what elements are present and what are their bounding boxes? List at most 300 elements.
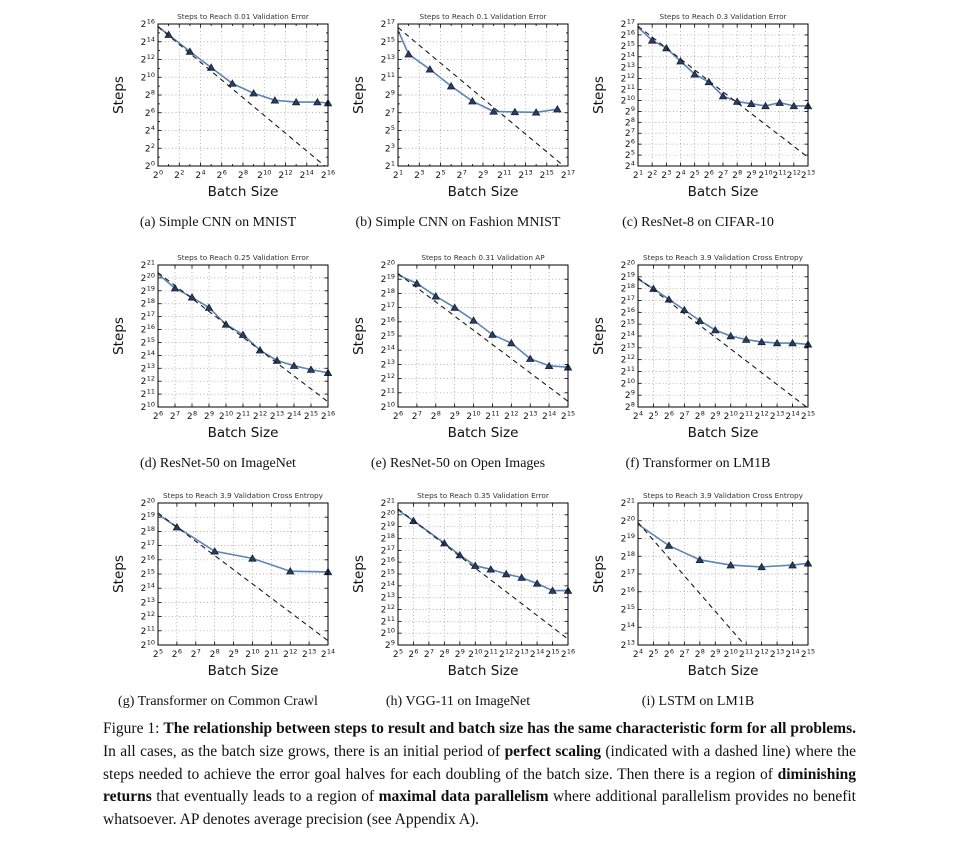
grid-lines [398,24,568,166]
y-tick-label: $2^{12}$ [140,610,155,623]
y-tick-label: $2^{14}$ [140,35,155,48]
data-markers [649,37,812,109]
chart-simple-cnn-mnist [98,6,338,204]
y-tick-label: $2^{19}$ [140,284,155,297]
x-tick-labels [153,410,335,423]
data-markers [410,517,572,593]
y-tick-label: $2^{18}$ [140,297,155,310]
y-tick-label: $2^{13}$ [620,638,635,651]
subplot-c-caption: (c) ResNet-8 on CIFAR-10 [622,215,774,230]
x-tick-label: $2^{14}$ [785,409,800,422]
x-tick-label: $2^3$ [414,168,425,181]
chart-title: Steps to Reach 0.3 Validation Error [659,12,787,21]
x-tick-label: $2^5$ [648,647,659,660]
chart-title: Steps to Reach 3.9 Validation Cross Entropy [643,253,803,262]
chart-resnet8-cifar10 [578,6,818,204]
y-tick-label: $2^{17}$ [380,543,395,557]
x-tick-label: $2^5$ [689,168,700,181]
y-axis-label: Steps [591,76,607,114]
subplot-d-caption: (d) ResNet-50 on ImageNet [140,456,296,471]
x-axis-label: Batch Size [447,184,519,200]
y-tick-label: $2^{19}$ [380,520,395,533]
y-tick-label: $2^{11}$ [140,387,155,401]
x-tick-label: $2^8$ [694,409,705,422]
x-axis-label: Batch Size [687,184,759,200]
y-tick-label: $2^{11}$ [380,386,395,399]
y-tick-label: $2^8$ [144,88,155,101]
y-tick-label: $2^{15}$ [380,567,395,580]
chart-resnet50-open-images [338,247,578,445]
subplot-d-resnet50-imagenet [98,247,338,485]
steps-curve [398,275,568,367]
x-tick-label: $2^{11}$ [739,409,754,422]
x-tick-label: $2^{16}$ [560,647,576,660]
x-axis-label: Batch Size [207,663,279,679]
y-tick-label: $2^{12}$ [620,72,635,85]
x-tick-label: $2^{10}$ [758,168,773,181]
x-tick-label: $2^1$ [392,168,404,181]
y-tick-label: $2^{18}$ [620,282,635,295]
y-tick-label: $2^7$ [624,126,635,140]
y-axis-label: Steps [111,76,127,114]
x-tick-label: $2^{11}$ [235,409,251,422]
x-tick-label: $2^7$ [423,647,434,660]
x-tick-label: $2^7$ [169,409,181,422]
caption-text: (indicated with a dashed line) where the steps needed to achieve the error goal halves for each doubling of the batch size. Then there is a region of [103,742,857,783]
y-tick-label: $2^{18}$ [380,532,395,545]
x-tick-label: $2^{12}$ [754,647,769,660]
caption-bold-text: The relationship between steps to result and batch size has the same characteristic form for all problems. [163,720,856,737]
subplot-a-caption: (a) Simple CNN on MNIST [139,215,297,230]
x-axis-label: Batch Size [447,425,519,441]
x-tick-labels [633,169,815,182]
y-tick-label: $2^{14}$ [380,579,395,592]
x-tick-label: $2^3$ [661,168,672,181]
x-tick-label: $2^{10}$ [466,409,481,422]
y-tick-label: $2^1$ [384,159,395,172]
x-tick-label: $2^{11}$ [264,647,279,660]
perfect-scaling-line [398,274,568,402]
y-tick-label: $2^{10}$ [380,626,395,640]
x-tick-label: $2^{12}$ [283,647,298,660]
x-tick-label: $2^{12}$ [252,409,268,422]
x-tick-labels [153,169,335,182]
x-axis-label: Batch Size [207,184,279,200]
y-tick-label: $2^{11}$ [620,365,635,378]
y-tick-label: $2^{16}$ [620,28,635,41]
x-tick-label: $2^{13}$ [523,409,538,422]
x-tick-label: $2^{14}$ [320,647,336,660]
caption-text: where additional parallelism provides no benefit whatsoever. AP denotes average precision (see Appendix A). [103,788,856,829]
x-tick-label: $2^{15}$ [800,409,816,422]
y-tick-label: $2^{10}$ [620,93,635,107]
y-tick-label: $2^{20}$ [620,258,635,271]
subplot-e-resnet50-open-images [338,247,578,485]
chart-transformer-common-crawl [98,485,338,683]
subplot-i-caption: (i) LSTM on LM1B [641,694,755,709]
y-tick-label: $2^{17}$ [140,310,155,323]
x-tick-label: $2^4$ [675,168,686,181]
y-tick-label: $2^{13}$ [620,341,635,354]
x-tick-label: $2^6$ [663,409,674,422]
y-tick-label: $2^{20}$ [620,514,635,527]
y-tick-label: $2^{17}$ [380,301,395,314]
y-axis-label: Steps [111,555,127,593]
x-axis-label: Batch Size [687,663,759,679]
x-tick-label: $2^{14}$ [541,409,557,422]
y-tick-label: $2^{15}$ [140,335,155,349]
y-tick-label: $2^3$ [384,141,395,155]
y-tick-label: $2^{14}$ [620,329,635,342]
y-tick-label: $2^{12}$ [380,603,395,616]
y-tick-label: $2^{11}$ [380,70,395,84]
caption-text: In all cases, as the batch size grows, there is an initial period of [103,742,505,760]
y-tick-label: $2^{21}$ [380,496,395,509]
caption-text: that eventually leads to a region of [151,788,379,806]
y-tick-label: $2^6$ [144,106,155,119]
x-axis-label: Batch Size [687,425,759,441]
subplot-f-transformer-lm1b [578,247,818,485]
subplot-g-caption: (g) Transformer on Common Crawl [118,694,318,709]
y-axis-label: Steps [591,555,607,593]
y-tick-label: $2^{10}$ [380,400,395,413]
chart-title: Steps to Reach 3.9 Validation Cross Entropy [163,491,323,500]
x-tick-labels [633,648,815,661]
x-tick-label: $2^5$ [648,409,659,422]
grid-lines [158,24,328,166]
x-tick-label: $2^6$ [663,647,674,660]
x-tick-labels [393,648,575,661]
y-tick-label: $2^{11}$ [140,624,155,637]
x-tick-label: $2^{15}$ [539,168,554,181]
grid-lines [398,265,568,407]
x-tick-label: $2^4$ [195,168,206,181]
y-tick-label: $2^{17}$ [140,539,155,552]
y-tick-label: $2^{19}$ [620,532,635,545]
x-tick-label: $2^{10}$ [468,647,483,660]
data-markers [650,285,812,347]
caption-bold-text: maximal data parallelism [378,788,549,806]
x-tick-label: $2^9$ [454,647,465,660]
chart-simple-cnn-fashion-mnist [338,6,578,204]
x-tick-label: $2^6$ [703,168,714,181]
x-tick-label: $2^{12}$ [504,409,519,422]
figure-caption [103,718,856,832]
x-tick-label: $2^{14}$ [785,647,800,660]
x-tick-label: $2^7$ [456,168,467,181]
x-tick-label: $2^{10}$ [257,168,272,181]
y-tick-label: $2^{16}$ [380,315,395,328]
y-tick-label: $2^{10}$ [140,638,155,651]
x-tick-label: $2^8$ [732,168,743,181]
x-tick-label: $2^{11}$ [497,168,512,181]
y-tick-labels [141,259,155,414]
subplot-e-caption: (e) ResNet-50 on Open Images [370,456,546,471]
steps-curve [398,30,557,112]
x-tick-label: $2^{13}$ [769,409,785,422]
y-tick-label: $2^{17}$ [620,17,635,30]
x-tick-label: $2^5$ [392,647,404,660]
y-tick-label: $2^7$ [384,106,395,119]
x-tick-label: $2^{14}$ [299,168,314,181]
y-tick-label: $2^{13}$ [140,595,155,609]
chart-title: Steps to Reach 0.31 Validation AP [421,253,545,262]
y-tick-label: $2^9$ [384,88,395,101]
figure-grid [98,6,818,715]
x-tick-label: $2^{12}$ [754,409,769,422]
y-tick-label: $2^{14}$ [140,581,155,595]
y-tick-label: $2^{15}$ [620,317,635,331]
y-tick-labels [381,497,395,652]
x-tick-label: $2^{15}$ [800,647,816,660]
caption-bold-text: diminishing returns [103,765,856,806]
y-tick-label: $2^5$ [384,124,395,137]
y-tick-label: $2^{20}$ [140,496,155,509]
y-tick-label: $2^{10}$ [140,70,155,84]
y-tick-labels [381,18,395,173]
grid-lines [638,265,808,407]
y-tick-label: $2^{19}$ [380,272,395,286]
x-tick-label: $2^6$ [216,168,227,181]
x-tick-label: $2^{13}$ [269,409,285,422]
y-axis-label: Steps [111,317,127,355]
y-axis-label: Steps [351,317,367,355]
y-tick-label: $2^9$ [384,638,395,651]
steps-curve [158,274,328,373]
y-tick-labels [621,18,635,173]
y-tick-label: $2^0$ [144,159,155,172]
x-tick-label: $2^{12}$ [786,168,801,181]
x-tick-label: $2^8$ [694,647,705,660]
x-tick-label: $2^6$ [171,647,182,660]
y-tick-labels [621,259,635,414]
y-tick-label: $2^8$ [624,115,635,129]
chart-transformer-lm1b [578,247,818,445]
x-tick-label: $2^9$ [203,409,215,422]
chart-title: Steps to Reach 0.25 Validation Error [177,253,309,262]
x-tick-label: $2^{12}$ [499,647,514,660]
x-axis-label: Batch Size [207,425,279,441]
y-tick-label: $2^{13}$ [620,61,635,74]
grid-lines [158,503,328,645]
subplot-f-caption: (f) Transformer on LM1B [625,456,771,471]
y-tick-label: $2^{19}$ [620,270,635,283]
y-tick-label: $2^{17}$ [620,294,635,307]
subplot-g-transformer-common-crawl [98,485,338,715]
x-tick-label: $2^8$ [430,409,441,422]
grid-lines [398,503,568,645]
x-tick-label: $2^{15}$ [303,409,319,422]
subplot-i-lstm-lm1b [578,485,818,715]
y-tick-label: $2^9$ [624,104,635,118]
x-tick-label: $2^{16}$ [320,409,336,422]
y-tick-label: $2^{16}$ [380,555,395,569]
y-tick-label: $2^{18}$ [620,549,635,563]
steps-curve [638,524,808,567]
y-tick-label: $2^{20}$ [380,508,395,521]
y-tick-label: $2^2$ [144,141,155,155]
y-tick-labels [141,18,155,173]
caption-bold-text: perfect scaling [504,742,602,760]
x-tick-label: $2^9$ [710,647,721,660]
x-tick-label: $2^5$ [435,168,446,181]
subplot-h-caption: (h) VGG-11 on ImageNet [385,694,531,709]
chart-vgg11-imagenet [338,485,578,683]
x-tick-label: $2^8$ [209,647,220,660]
x-tick-label: $2^1$ [632,168,644,181]
caption-text: Figure 1: [103,720,164,737]
y-tick-label: $2^{16}$ [140,17,155,30]
y-tick-label: $2^{11}$ [380,614,395,628]
x-tick-label: $2^{13}$ [301,647,317,660]
subplot-h-vgg11-imagenet [338,485,578,715]
y-tick-label: $2^{12}$ [620,353,635,366]
y-axis-label: Steps [351,76,367,114]
y-tick-label: $2^{12}$ [140,53,155,66]
x-tick-label: $2^4$ [632,409,644,422]
chart-lstm-lm1b [578,485,818,683]
y-axis-label: Steps [591,317,607,355]
x-tick-label: $2^{11}$ [483,647,498,660]
y-tick-label: $2^{18}$ [140,524,155,538]
y-tick-label: $2^{14}$ [620,50,635,63]
x-tick-label: $2^2$ [174,168,185,181]
x-tick-label: $2^7$ [679,647,690,660]
y-tick-labels [621,497,635,652]
x-tick-label: $2^{10}$ [723,409,738,422]
chart-title: Steps to Reach 0.1 Validation Error [419,12,547,21]
perfect-scaling-line [158,513,328,641]
y-tick-labels [381,259,395,414]
x-tick-label: $2^8$ [237,168,249,181]
y-tick-label: $2^{13}$ [140,361,155,375]
steps-curve [158,514,328,572]
x-tick-label: $2^8$ [186,409,198,422]
x-tick-label: $2^{13}$ [769,647,785,660]
x-axis-label: Batch Size [447,663,519,679]
y-tick-label: $2^4$ [144,124,155,137]
y-tick-label: $2^{11}$ [620,83,635,96]
y-tick-label: $2^{10}$ [620,376,635,390]
x-tick-label: $2^{10}$ [723,647,738,660]
x-tick-label: $2^0$ [152,168,164,181]
x-tick-label: $2^6$ [152,409,164,422]
y-tick-label: $2^{20}$ [380,258,395,271]
x-tick-label: $2^6$ [392,409,404,422]
y-tick-label: $2^{13}$ [380,591,395,604]
y-tick-label: $2^{16}$ [620,305,635,319]
x-tick-label: $2^{15}$ [545,647,560,660]
x-tick-label: $2^7$ [411,409,422,422]
y-tick-label: $2^{16}$ [140,323,155,336]
subplot-b-caption: (b) Simple CNN on Fashion MNIST [355,215,561,230]
y-tick-label: $2^8$ [624,400,635,413]
chart-title: Steps to Reach 0.01 Validation Error [177,12,309,21]
y-tick-label: $2^{15}$ [620,39,635,52]
y-axis-label: Steps [351,555,367,593]
x-tick-label: $2^{14}$ [286,409,302,422]
x-tick-label: $2^{11}$ [772,168,787,181]
x-tick-label: $2^7$ [717,168,729,181]
y-tick-label: $2^{13}$ [380,357,395,371]
x-tick-label: $2^{14}$ [529,647,545,660]
x-tick-label: $2^{13}$ [518,168,533,181]
x-tick-label: $2^5$ [152,647,164,660]
y-tick-label: $2^6$ [624,137,635,151]
y-tick-label: $2^{16}$ [140,553,155,566]
y-tick-label: $2^9$ [624,388,635,402]
triangle-marker [205,304,212,310]
y-tick-label: $2^{15}$ [140,567,155,580]
x-tick-label: $2^{13}$ [514,647,529,660]
y-tick-label: $2^{10}$ [140,400,155,413]
x-tick-label: $2^9$ [477,168,489,181]
y-tick-label: $2^{18}$ [380,286,395,300]
x-tick-label: $2^{12}$ [278,168,293,181]
y-tick-labels [141,497,155,652]
x-tick-label: $2^7$ [190,647,201,660]
y-tick-label: $2^{15}$ [620,603,635,616]
x-tick-label: $2^9$ [228,647,239,660]
x-tick-label: $2^{16}$ [320,168,336,181]
x-tick-label: $2^6$ [408,647,419,660]
x-tick-labels [153,648,335,661]
x-tick-label: $2^{17}$ [560,168,576,181]
y-tick-label: $2^5$ [624,148,635,162]
grid-lines [638,503,808,645]
x-tick-label: $2^{15}$ [560,409,576,422]
y-tick-label: $2^{12}$ [140,374,155,388]
x-tick-labels [633,410,815,423]
y-tick-label: $2^{12}$ [380,372,395,385]
subplot-a-simple-cnn-mnist [98,6,338,247]
x-tick-labels [393,410,575,423]
y-tick-label: $2^{14}$ [140,348,155,362]
triangle-marker [405,51,412,57]
x-tick-label: $2^9$ [746,168,757,181]
y-tick-label: $2^4$ [624,159,635,172]
y-tick-label: $2^{14}$ [620,620,635,634]
y-tick-label: $2^{13}$ [380,53,395,66]
x-tick-label: $2^9$ [710,409,721,422]
x-tick-label: $2^{10}$ [245,647,260,660]
y-tick-label: $2^{21}$ [140,258,155,271]
triangle-marker [705,78,712,84]
subplot-b-simple-cnn-fashion-mnist [338,6,578,247]
y-tick-label: $2^{17}$ [380,17,395,30]
x-tick-label: $2^8$ [439,647,450,660]
y-tick-label: $2^{20}$ [140,271,155,284]
chart-resnet50-imagenet [98,247,338,445]
y-tick-label: $2^{16}$ [620,585,635,598]
x-tick-label: $2^{11}$ [485,409,500,422]
x-tick-label: $2^2$ [647,168,658,181]
subplot-c-resnet8-cifar10 [578,6,818,247]
y-tick-label: $2^{19}$ [140,510,155,524]
y-tick-label: $2^{14}$ [380,343,395,357]
x-tick-label: $2^4$ [632,647,644,660]
chart-title: Steps to Reach 3.9 Validation Cross Entropy [643,491,803,500]
x-tick-label: $2^{10}$ [218,409,234,422]
x-tick-label: $2^{13}$ [800,168,816,181]
x-tick-label: $2^{11}$ [739,647,754,660]
x-tick-label: $2^7$ [679,409,690,422]
y-tick-label: $2^{15}$ [380,329,395,342]
y-tick-label: $2^{17}$ [620,567,635,580]
y-tick-label: $2^{15}$ [380,35,395,48]
x-tick-label: $2^9$ [449,409,460,422]
y-tick-label: $2^{21}$ [620,496,635,509]
